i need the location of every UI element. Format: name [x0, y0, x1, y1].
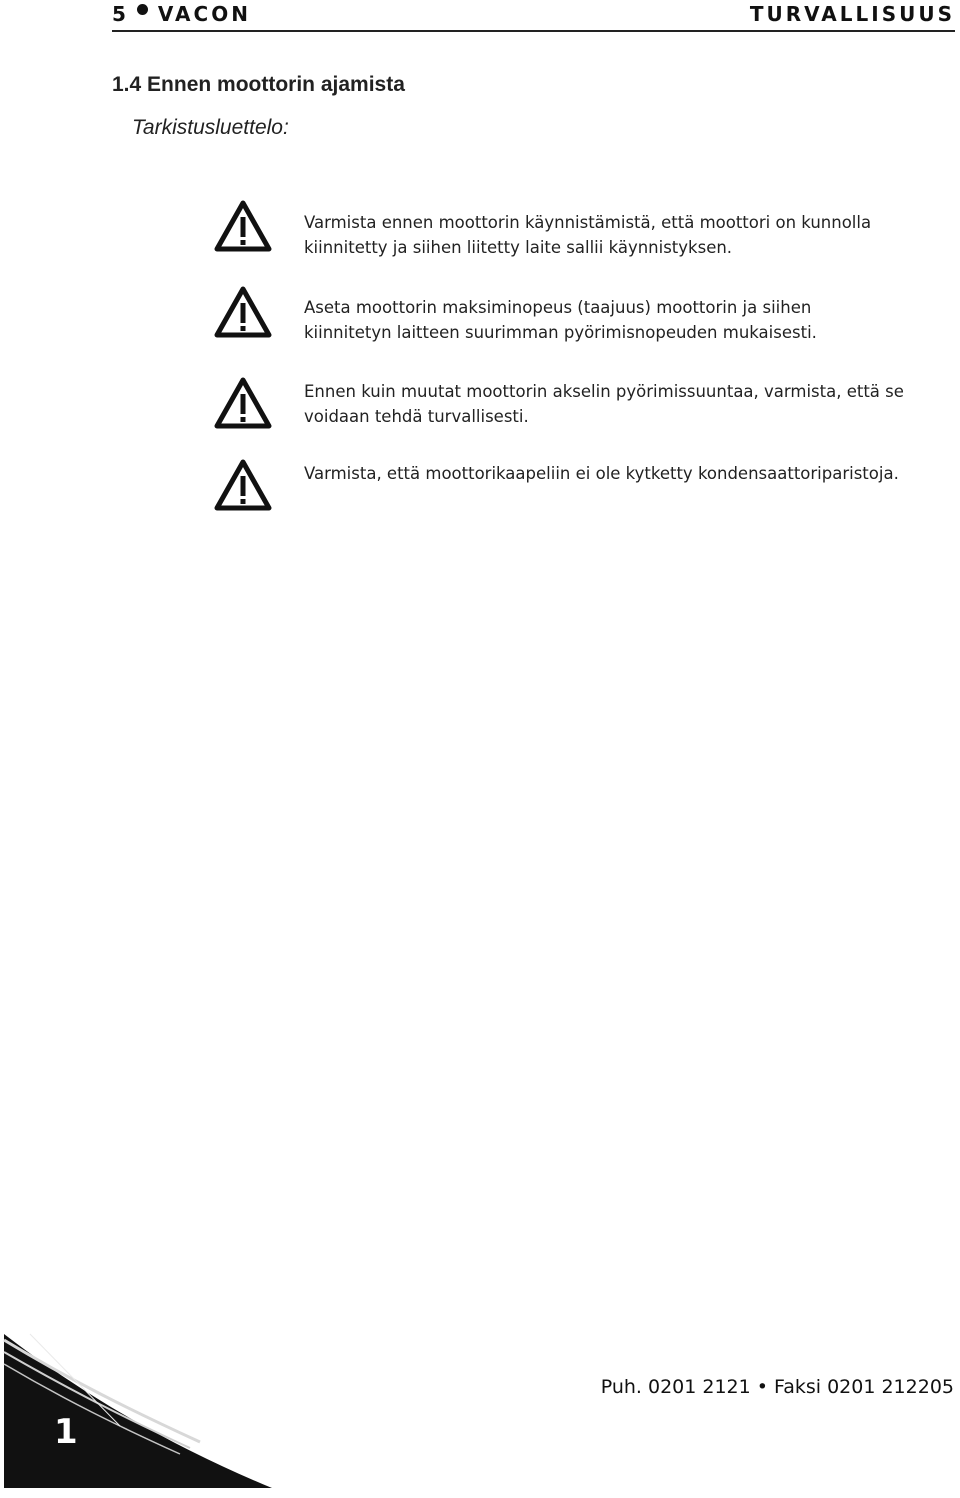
warning-triangle-icon	[214, 377, 272, 429]
page-number: 5	[112, 2, 129, 26]
warning-triangle-icon	[214, 200, 272, 252]
warning-triangle-icon	[214, 459, 272, 511]
section-name: TURVALLISUUS	[749, 2, 955, 26]
warning-text: Aseta moottorin maksiminopeus (taajuus) moottorin ja siihen kiinnitetyn laitteen suurimman pyörimisnopeuden mukaisesti.	[304, 298, 817, 342]
corner-swoosh-graphic	[0, 1330, 290, 1498]
bullet-dot-icon	[137, 4, 148, 15]
warning-text: Varmista ennen moottorin käynnistämistä, että moottori on kunnolla kiinnitetty ja siihen liitetty laite sallii käynnistyksen.	[304, 213, 872, 257]
brand-name: VACON	[157, 2, 251, 26]
contact-info: Puh. 0201 2121 • Faksi 0201 212205	[600, 1376, 954, 1398]
warning-triangle-icon	[214, 286, 272, 338]
warning-text: Ennen kuin muutat moottorin akselin pyörimissuuntaa, varmista, että se voidaan tehdä turvallisesti.	[304, 382, 904, 426]
warning-text: Varmista, että moottorikaapeliin ei ole kytketty kondensaattoriparistoja.	[304, 464, 899, 483]
checklist-subtitle: Tarkistusluettelo:	[132, 116, 289, 139]
header-left	[112, 2, 251, 26]
chapter-number: 1	[54, 1412, 78, 1452]
section-title: 1.4 Ennen moottorin ajamista	[112, 73, 405, 96]
page-header	[112, 0, 955, 32]
